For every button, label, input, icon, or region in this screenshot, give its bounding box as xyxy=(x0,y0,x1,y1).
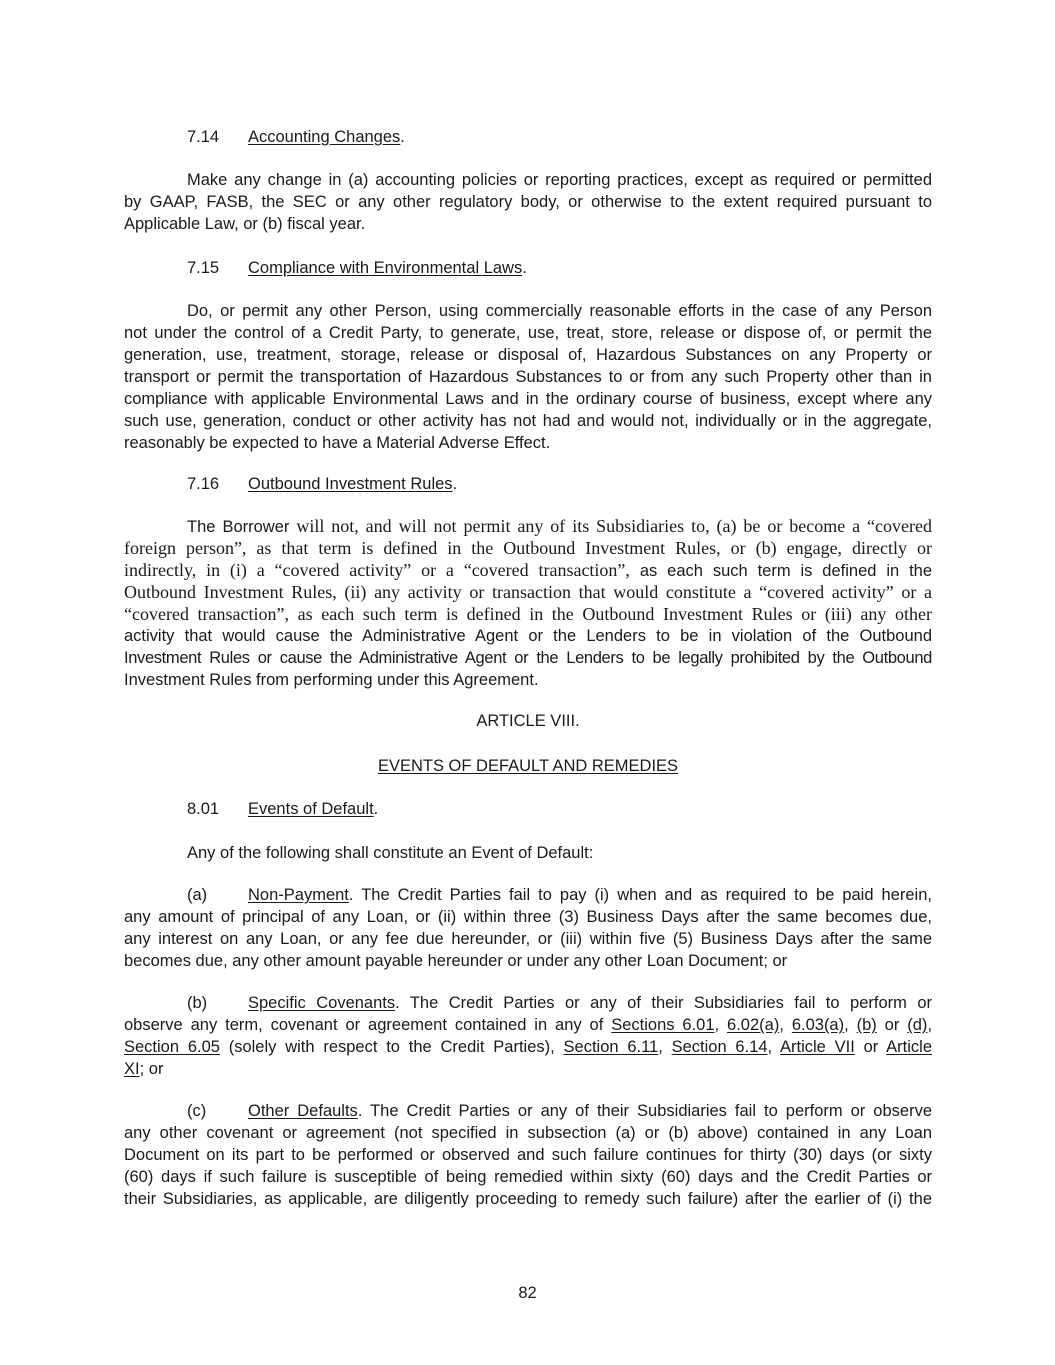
text-run: or xyxy=(854,1038,887,1056)
article-title: EVENTS OF DEFAULT AND REMEDIES xyxy=(377,757,679,775)
text-line xyxy=(124,1100,932,1122)
paragraph-7-14 xyxy=(124,169,932,235)
item-marker: (c) xyxy=(187,1102,207,1120)
section-heading-7-16: 7.16 Outbound Investment Rules. xyxy=(187,475,458,493)
section-title: Outbound Investment Rules xyxy=(248,475,453,493)
article-label: ARTICLE VIII. xyxy=(476,712,580,730)
text-line: Investment Rules or cause the Administrative Agent or the Lenders to be legally prohibited by the Outbound xyxy=(124,649,932,667)
text-line xyxy=(124,1058,932,1080)
text-line: Make any change in (a) accounting policies or reporting practices, except as required or permitted xyxy=(187,171,932,189)
text-line: any amount of principal of any Loan, or (ii) within three (3) Business Days after the same becomes due, xyxy=(124,908,932,926)
text-line: such use, generation, conduct or other activity has not had and would not, individually or in the aggregate, xyxy=(124,412,932,430)
page-number: 82 xyxy=(518,1284,537,1302)
article-title-wrap xyxy=(124,755,932,777)
item-marker: (b) xyxy=(187,994,208,1012)
text-line: compliance with applicable Environmental Laws and in the ordinary course of business, except where any xyxy=(124,390,932,408)
text-line: Outbound Investment Rules, (ii) any activity or transaction that would constitute a “covered activity” or a xyxy=(124,582,932,602)
section-title: Accounting Changes xyxy=(248,128,401,146)
item-c xyxy=(124,1100,932,1210)
text-line: (60) days if such failure is susceptible of being remedied within sixty (60) days and the Credit Parties or xyxy=(124,1168,932,1186)
text-line: any other covenant or agreement (not specified in subsection (a) or (b) above) contained in any Loan xyxy=(124,1124,932,1142)
section-title: Compliance with Environmental Laws xyxy=(248,259,523,277)
item-title: Other Defaults xyxy=(248,1102,358,1120)
text-run: The Borrower xyxy=(187,518,290,536)
section-number: 7.16 xyxy=(187,475,220,493)
text-run: will not, and will not permit any of its Subsidiaries to, (a) be or become a “covered xyxy=(289,516,933,536)
text-line xyxy=(124,992,932,1014)
item-marker: (a) xyxy=(187,886,208,904)
text-line: Applicable Law, or (b) fiscal year. xyxy=(124,215,366,233)
text-line xyxy=(124,559,932,581)
text-line xyxy=(124,884,932,906)
item-a xyxy=(124,884,932,972)
cross-reference: 6.03(a) xyxy=(791,1016,845,1034)
section-title: Events of Default xyxy=(248,800,374,818)
text-run: as each such term is defined in the xyxy=(629,562,933,580)
text-line: by GAAP, FASB, the SEC or any other regulatory body, or otherwise to the extent required pursuant to xyxy=(124,193,932,211)
text-line: their Subsidiaries, as applicable, are diligently proceeding to remedy such failure) after the earlier of (i) the xyxy=(124,1190,932,1208)
text-line: reasonably be expected to have a Material Adverse Effect. xyxy=(124,434,551,452)
item-title: Specific Covenants xyxy=(248,994,396,1012)
text-run: . The Credit Parties fail to pay (i) when and as required to be paid herein, xyxy=(348,886,932,904)
section-number: 8.01 xyxy=(187,800,220,818)
text-run: indirectly, in (i) a “covered activity” or a “covered transaction”, xyxy=(124,560,630,580)
text-run: observe any term, covenant or agreement contained in any of xyxy=(124,1016,612,1034)
cross-reference: Article xyxy=(886,1038,933,1056)
cross-reference: Section 6.11 xyxy=(563,1038,659,1056)
text-line: activity that would cause the Administrative Agent or the Lenders to be in violation of the Outbound xyxy=(124,627,932,645)
cross-reference: 6.02(a) xyxy=(727,1016,780,1034)
text-line: foreign person”, as that term is defined in the Outbound Investment Rules, or (b) engage, directly or xyxy=(124,538,932,558)
cross-reference: (b) xyxy=(856,1016,877,1034)
cross-reference: Section 6.05 xyxy=(124,1038,220,1056)
text-line: generation, use, treatment, storage, release or disposal of, Hazardous Substances on any Property or xyxy=(124,346,932,364)
cross-reference: Sections 6.01 xyxy=(611,1016,715,1034)
section-heading-7-15: 7.15 Compliance with Environmental Laws. xyxy=(187,259,527,277)
section-heading-8-01: 8.01 Events of Default. xyxy=(187,800,379,818)
section-number: 7.15 xyxy=(187,259,220,277)
paragraph-7-16 xyxy=(124,515,932,691)
cross-reference: (d) xyxy=(907,1016,928,1034)
text-line: Do, or permit any other Person, using commercially reasonable efforts in the case of any Person xyxy=(187,302,932,320)
text-line: any interest on any Loan, or any fee due hereunder, or (iii) within five (5) Business Days after the same xyxy=(124,930,932,948)
paragraph-7-15 xyxy=(124,300,932,454)
text-line: Investment Rules from performing under this Agreement. xyxy=(124,671,539,689)
text-line: “covered transaction”, as each such term is defined in the Outbound Investment Rules or (iii) any other xyxy=(124,604,932,624)
text-run: (solely with respect to the Credit Parties), xyxy=(219,1038,564,1056)
cross-reference: Section 6.14 xyxy=(671,1038,768,1056)
item-b xyxy=(124,992,932,1080)
text-line: Document on its part to be performed or observed and such failure continues for thirty (30) days (or sixty xyxy=(124,1146,932,1164)
text-run: . The Credit Parties or any of their Subsidiaries fail to perform or xyxy=(395,994,932,1012)
section-intro: Any of the following shall constitute an Event of Default: xyxy=(187,844,594,862)
section-number: 7.14 xyxy=(187,128,220,146)
item-title: Non-Payment xyxy=(248,886,349,904)
section-heading-7-14: 7.14 Accounting Changes. xyxy=(187,128,405,146)
text-line: transport or permit the transportation of Hazardous Substances to or from any such Property other than in xyxy=(124,368,932,386)
text-line: not under the control of a Credit Party, to generate, use, treat, store, release or dispose of, or permit the xyxy=(124,324,932,342)
cross-reference: Article VII xyxy=(780,1038,855,1056)
text-line: becomes due, any other amount payable hereunder or under any other Loan Document; or xyxy=(124,952,788,970)
text-line: Section 6.05 (solely with respect to the Credit Parties), Section 6.11, Section 6.14, Article VII or Article xyxy=(124,1038,933,1056)
cross-reference: XI xyxy=(124,1060,140,1078)
text-line: observe any term, covenant or agreement contained in any of Sections 6.01, 6.02(a), 6.03(a), (b) or (d), xyxy=(124,1016,933,1034)
text-line xyxy=(124,515,932,537)
text-run: . The Credit Parties or any of their Subsidiaries fail to perform or observe xyxy=(357,1102,933,1120)
text-run: ; or xyxy=(139,1060,164,1078)
